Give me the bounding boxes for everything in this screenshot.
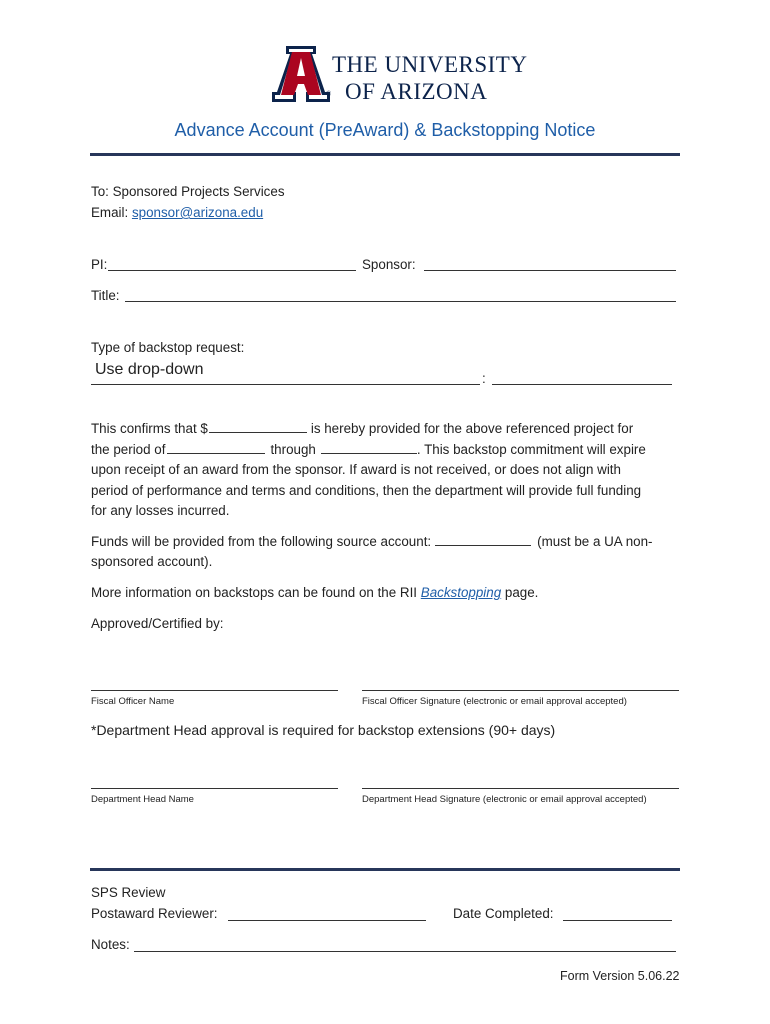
postaward-reviewer-label: Postaward Reviewer:: [91, 906, 218, 921]
confirm-line4: period of performance and terms and conditions, then the department will provide full funding: [91, 483, 642, 498]
university-logo: [270, 44, 528, 106]
sponsor-field[interactable]: [424, 270, 676, 271]
pi-field[interactable]: [108, 270, 356, 271]
dept-head-note: *Department Head approval is required for backstop extensions (90+ days): [91, 722, 556, 738]
dropdown-colon: :: [482, 371, 486, 386]
dept-head-signature-field[interactable]: [362, 788, 679, 789]
notes-label: Notes:: [91, 937, 130, 952]
confirm-line2: [91, 441, 646, 458]
confirm-line5: for any losses incurred.: [91, 503, 230, 518]
confirm-text-1b: is hereby provided for the above referenced project for: [310, 421, 634, 436]
confirm-text-2a: the period of: [91, 442, 166, 457]
pi-label: PI:: [91, 257, 108, 272]
logo-registered-mark: ®: [326, 90, 332, 98]
backstopping-link[interactable]: Backstopping: [420, 585, 502, 600]
funds-text-1a: Funds will be provided from the following source account:: [91, 534, 432, 549]
email-line: [91, 205, 263, 221]
logo-text-line2: OF ARIZONA: [345, 79, 488, 104]
dept-head-name-field[interactable]: [91, 788, 338, 789]
confirm-line3: upon receipt of an award from the sponsor. If award is not received, or does not align with: [91, 462, 621, 477]
logo-text-line1: THE UNIVERSITY: [332, 52, 528, 77]
title-label: Title:: [91, 288, 120, 303]
confirm-line1: [91, 420, 633, 437]
confirm-text-2c: . This backstop commitment will expire: [416, 442, 646, 457]
fiscal-officer-name-label: Fiscal Officer Name: [91, 696, 175, 707]
arizona-a-logo-icon: [270, 44, 332, 104]
sps-review-heading: SPS Review: [91, 885, 166, 900]
more-info-line: [91, 585, 538, 601]
approved-label: Approved/Certified by:: [91, 616, 224, 631]
email-link[interactable]: sponsor@arizona.edu: [131, 205, 264, 220]
backstop-type-detail-field[interactable]: [492, 384, 672, 385]
form-version: Form Version 5.06.22: [560, 969, 680, 983]
confirm-text-1a: This confirms that $: [91, 421, 208, 436]
postaward-reviewer-field[interactable]: [228, 920, 426, 921]
funds-line1: [91, 533, 653, 550]
amount-field[interactable]: [209, 420, 307, 433]
title-rule: [90, 153, 680, 156]
more-info-before: More information on backstops can be found on the RII: [91, 585, 421, 600]
notes-field[interactable]: [134, 951, 676, 952]
confirm-text-2b: through: [270, 442, 316, 457]
period-end-field[interactable]: [321, 441, 417, 454]
document-title: Advance Account (PreAward) & Backstopping Notice: [174, 120, 596, 140]
date-completed-field[interactable]: [563, 920, 672, 921]
fiscal-officer-name-field[interactable]: [91, 690, 338, 691]
fiscal-officer-signature-label: Fiscal Officer Signature (electronic or email approval accepted): [362, 696, 627, 707]
backstop-type-label: Type of backstop request:: [91, 340, 245, 355]
to-line: To: Sponsored Projects Services: [91, 184, 285, 199]
sponsor-label: Sponsor:: [362, 257, 416, 272]
funds-text-1b: (must be a UA non-: [537, 534, 653, 549]
dept-head-name-label: Department Head Name: [91, 794, 194, 805]
sps-rule: [90, 868, 680, 871]
fiscal-officer-signature-field[interactable]: [362, 690, 679, 691]
source-account-field[interactable]: [435, 533, 531, 546]
backstop-type-dropdown[interactable]: Use drop-down: [95, 361, 204, 378]
email-label: Email:: [91, 205, 132, 220]
title-field[interactable]: [125, 301, 676, 302]
date-completed-label: Date Completed:: [453, 906, 554, 921]
funds-line2: sponsored account).: [91, 554, 213, 569]
dept-head-signature-label: Department Head Signature (electronic or email approval accepted): [362, 794, 647, 805]
more-info-after: page.: [501, 585, 539, 600]
period-start-field[interactable]: [167, 441, 265, 454]
dropdown-underline: [91, 384, 480, 385]
